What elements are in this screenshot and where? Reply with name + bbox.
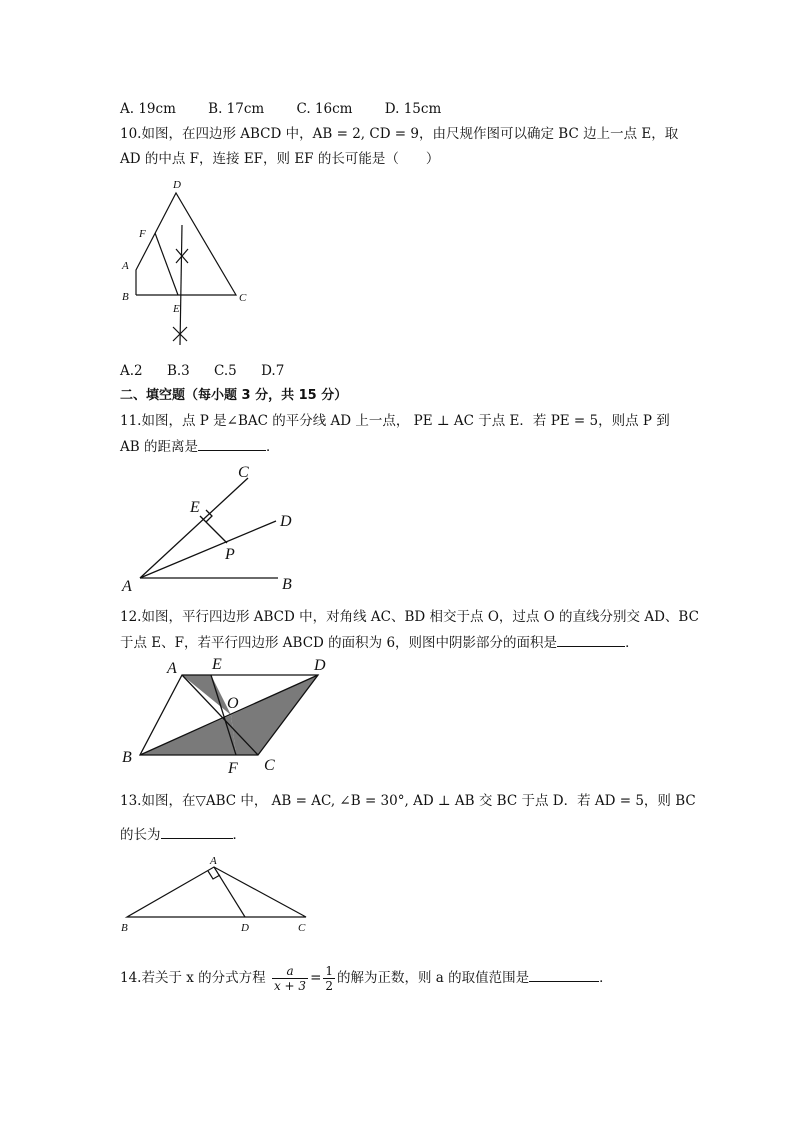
- q11-label-a: A: [122, 578, 132, 595]
- q13-line1: 13.如图，在▽ABC 中， AB = AC, ∠B = 30°, AD ⊥ AB 交 BC 于点 D．若 AD = 5，则 BC: [120, 793, 696, 809]
- q11-label-e: E: [190, 499, 200, 516]
- q11-line2-end: ．: [265, 439, 280, 455]
- q13-label-b: B: [121, 922, 128, 934]
- q12-label-e: E: [212, 656, 222, 673]
- q13-label-c: C: [298, 922, 306, 934]
- q10-label-c: C: [239, 292, 247, 304]
- q11-line2-text: AB 的距离是: [120, 439, 198, 455]
- q12-label-a: A: [167, 660, 177, 677]
- q14-fraction-a: [272, 964, 308, 993]
- q12-label-c: C: [264, 757, 275, 774]
- q10-option-d: D.7: [261, 363, 285, 379]
- q10-option-a: A.2: [120, 363, 143, 379]
- q14-fraction-half: [323, 964, 335, 993]
- q14-text-end: ．: [599, 970, 613, 986]
- q12-label-b: B: [122, 749, 132, 766]
- q9-option-b: B. 17cm: [208, 101, 265, 117]
- q14-fraction-a-denominator: x + 3: [273, 979, 307, 993]
- section-heading: 二、填空题（每小题 3 分，共 15 分）: [120, 388, 348, 403]
- q11-label-b: B: [282, 576, 292, 593]
- q12-label-f: F: [228, 760, 238, 777]
- q10-line1: 10.如图，在四边形 ABCD 中，AB = 2, CD = 9，由尺规作图可以确定 BC 边上一点 E，取: [120, 126, 679, 142]
- q10-label-b: B: [122, 291, 129, 303]
- q14-text-pre: 14.若关于 x 的分式方程: [120, 970, 266, 986]
- q10-line2: AD 的中点 F，连接 EF，则 EF 的长可能是（ ）: [120, 151, 440, 167]
- q14-line: [120, 961, 613, 1001]
- q13-line2-end: ．: [232, 827, 246, 843]
- q10-option-b: B.3: [166, 363, 190, 379]
- q14-fraction-half-numerator: 1: [325, 964, 334, 978]
- q13-segment-ad: [214, 867, 245, 917]
- q9-option-a: A. 19cm: [120, 101, 176, 117]
- q12-line1: 12.如图，平行四边形 ABCD 中，对角线 AC、BD 相交于点 O，过点 O 的直线分别交 AD、BC: [120, 609, 699, 625]
- q11-line1: 11.如图，点 P 是∠BAC 的平分线 AD 上一点， PE ⊥ AC 于点 E．若 PE = 5，则点 P 到: [120, 413, 670, 429]
- q14-fraction-half-denominator: 2: [325, 979, 334, 993]
- q10-label-f: F: [139, 228, 146, 240]
- q10-option-c: C.5: [214, 363, 237, 379]
- q9-option-c: C. 16cm: [296, 101, 353, 117]
- q9-option-d: D. 15cm: [384, 101, 442, 117]
- q14-text-post: 的解为正数，则 a 的取值范围是: [337, 970, 530, 986]
- q13-label-d: D: [241, 922, 249, 934]
- q11-label-c: C: [238, 464, 249, 481]
- q13-line2-text: 的长为: [120, 827, 161, 843]
- q13-label-a: A: [210, 855, 217, 867]
- q13-triangle: [127, 867, 306, 917]
- q10-label-d: D: [173, 179, 181, 191]
- q12-line2-end: ．: [625, 635, 639, 651]
- q12-label-o: O: [227, 695, 239, 712]
- q11-label-d: D: [280, 513, 292, 530]
- q11-label-p: P: [225, 546, 235, 563]
- q14-answer-blank[interactable]: [529, 969, 599, 982]
- q12-label-d: D: [314, 657, 326, 674]
- q10-label-e: E: [173, 303, 180, 315]
- q14-equals: =: [310, 970, 322, 986]
- q12-line2-text: 于点 E、F，若平行四边形 ABCD 的面积为 6，则图中阴影部分的面积是: [120, 635, 558, 651]
- q14-fraction-a-numerator: a: [272, 964, 308, 979]
- q13-right-angle-mark: [208, 871, 220, 879]
- q10-label-a: A: [122, 260, 129, 272]
